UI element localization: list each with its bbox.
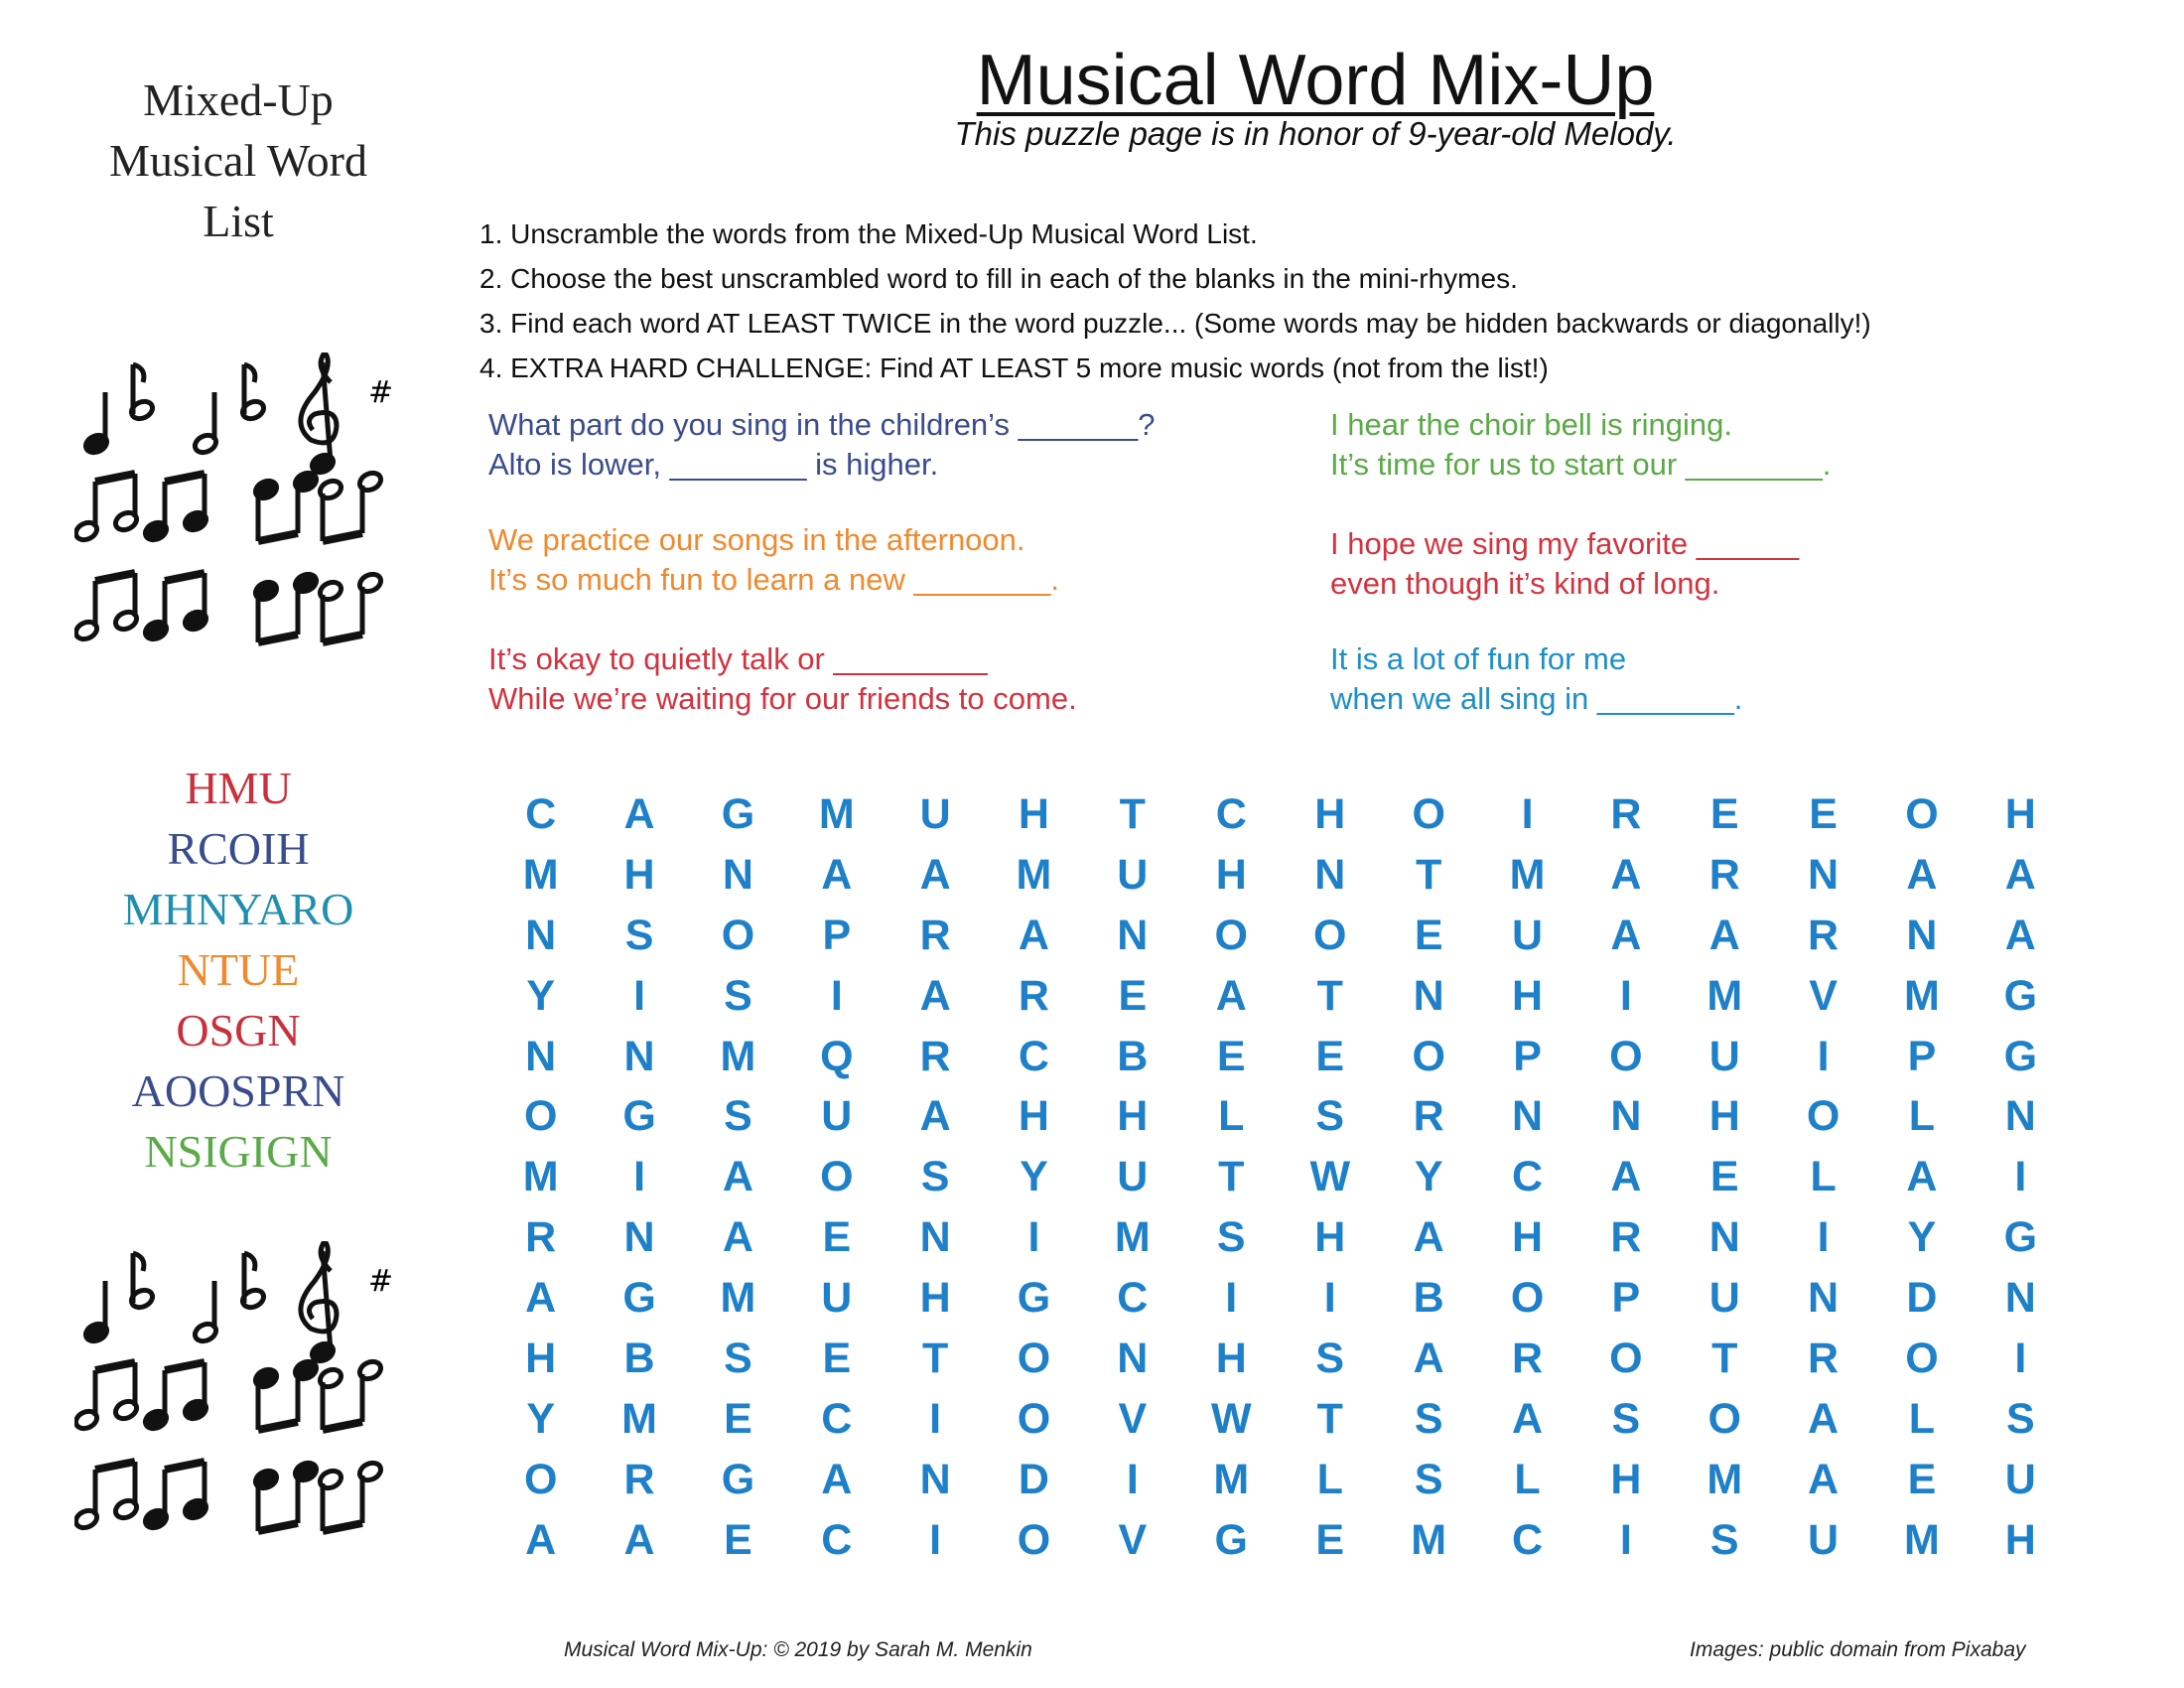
grid-letter[interactable]: O bbox=[523, 1455, 558, 1503]
grid-letter[interactable]: S bbox=[920, 1153, 950, 1201]
grid-letter[interactable]: V bbox=[1809, 971, 1838, 1020]
music-notes-icon bbox=[74, 1241, 412, 1559]
grid-letter[interactable]: A bbox=[1512, 1394, 1544, 1443]
grid-letter[interactable]: C bbox=[1018, 1032, 1049, 1080]
grid-letter[interactable]: N bbox=[1117, 1334, 1149, 1382]
rhyme-line: I hope we sing my favorite ______ bbox=[1330, 526, 1800, 561]
grid-letter[interactable]: Y bbox=[1020, 1153, 1048, 1201]
grid-row bbox=[491, 784, 2070, 845]
grid-letter[interactable]: A bbox=[722, 1213, 753, 1262]
grid-letter[interactable]: T bbox=[1711, 1334, 1738, 1382]
grid-letter[interactable]: T bbox=[921, 1334, 949, 1382]
grid-letter[interactable]: H bbox=[1512, 1213, 1544, 1262]
grid-letter[interactable]: N bbox=[1808, 850, 1840, 899]
grid-letter[interactable]: G bbox=[2003, 1213, 2038, 1262]
grid-letter[interactable]: S bbox=[1315, 1092, 1345, 1141]
grid-letter[interactable]: R bbox=[1808, 911, 1840, 959]
scrambled-word: RCOIH bbox=[167, 823, 310, 874]
grid-letter[interactable]: C bbox=[1117, 1274, 1149, 1323]
grid-letter[interactable]: H bbox=[1314, 789, 1346, 838]
grid-letter[interactable]: N bbox=[1117, 911, 1149, 959]
grid-letter[interactable]: L bbox=[1908, 1092, 1936, 1141]
grid-letter[interactable]: N bbox=[1808, 1274, 1840, 1323]
rhyme-line: While we’re waiting for our friends to come. bbox=[488, 681, 1077, 716]
word-list-heading-line: List bbox=[203, 196, 274, 246]
grid-letter[interactable]: N bbox=[2004, 1274, 2036, 1323]
grid-row bbox=[491, 1389, 2070, 1450]
grid-letter[interactable]: D bbox=[1018, 1455, 1049, 1503]
grid-letter[interactable]: U bbox=[1708, 1032, 1740, 1080]
rhyme-song bbox=[1330, 524, 1799, 604]
grid-letter[interactable]: L bbox=[1316, 1455, 1343, 1503]
grid-letter[interactable]: A bbox=[1413, 1213, 1444, 1262]
grid-letter[interactable]: N bbox=[623, 1213, 655, 1262]
grid-letter[interactable]: B bbox=[1413, 1274, 1444, 1323]
grid-letter[interactable]: L bbox=[1514, 1455, 1541, 1503]
grid-letter[interactable]: P bbox=[1611, 1274, 1641, 1323]
grid-letter[interactable]: C bbox=[821, 1394, 853, 1443]
scrambled-word: MHNYARO bbox=[122, 884, 354, 934]
grid-letter[interactable]: E bbox=[1414, 911, 1443, 959]
grid-letter[interactable]: R bbox=[1512, 1334, 1544, 1382]
grid-letter[interactable]: I bbox=[633, 971, 646, 1020]
grid-letter[interactable]: M bbox=[1114, 1213, 1151, 1262]
instructions-list bbox=[479, 211, 2088, 390]
grid-letter[interactable]: S bbox=[724, 971, 752, 1020]
word-search-grid bbox=[491, 784, 2070, 1569]
word-list-heading-line: Musical Word bbox=[109, 135, 367, 186]
grid-letter[interactable]: M bbox=[1706, 971, 1743, 1020]
scrambled-word: HMU bbox=[185, 763, 292, 813]
grid-letter[interactable]: I bbox=[929, 1515, 942, 1564]
grid-letter[interactable]: A bbox=[1018, 911, 1049, 959]
grid-letter[interactable]: T bbox=[1416, 850, 1442, 899]
grid-letter[interactable]: H bbox=[1610, 1455, 1642, 1503]
grid-letter[interactable]: R bbox=[1018, 971, 1049, 1020]
grid-letter[interactable]: A bbox=[1610, 911, 1642, 959]
instruction-item: 2. Choose the best unscrambled word to fill in each of the blanks in the mini-rhymes. bbox=[479, 263, 1518, 294]
grid-letter[interactable]: N bbox=[919, 1455, 951, 1503]
rhyme-singing bbox=[1330, 405, 1831, 485]
grid-letter[interactable]: O bbox=[523, 1092, 558, 1141]
scrambled-word: OSGN bbox=[176, 1005, 301, 1055]
grid-letter[interactable]: W bbox=[1210, 1394, 1252, 1443]
grid-letter[interactable]: E bbox=[1315, 1032, 1345, 1080]
grid-letter[interactable]: O bbox=[1905, 789, 1939, 838]
grid-letter[interactable]: S bbox=[1414, 1455, 1443, 1503]
grid-letter[interactable]: L bbox=[1218, 1092, 1245, 1141]
grid-letter[interactable]: S bbox=[724, 1334, 752, 1382]
rhyme-line: It’s so much fun to learn a new ________. bbox=[488, 562, 1060, 597]
grid-letter[interactable]: M bbox=[522, 1153, 559, 1201]
grid-letter[interactable]: H bbox=[525, 1334, 557, 1382]
grid-letter[interactable]: I bbox=[1521, 789, 1534, 838]
music-notes-icon bbox=[74, 352, 412, 670]
grid-letter[interactable]: O bbox=[1017, 1334, 1051, 1382]
grid-letter[interactable]: M bbox=[1509, 850, 1546, 899]
scrambled-word: NTUE bbox=[177, 944, 300, 995]
grid-letter[interactable]: I bbox=[2014, 1153, 2027, 1201]
image-credit: Images: public domain from Pixabay bbox=[1690, 1638, 2026, 1661]
grid-letter[interactable]: A bbox=[2004, 850, 2036, 899]
grid-letter[interactable]: O bbox=[1214, 911, 1248, 959]
grid-letter[interactable]: A bbox=[722, 1153, 753, 1201]
sharp-symbol-text: # bbox=[368, 375, 394, 410]
rhyme-line: We practice our songs in the afternoon. bbox=[488, 522, 1025, 557]
grid-letter[interactable]: U bbox=[1708, 1274, 1740, 1323]
grid-letter[interactable]: O bbox=[1412, 1032, 1445, 1080]
grid-letter[interactable]: A bbox=[919, 850, 951, 899]
grid-letter[interactable]: G bbox=[622, 1092, 656, 1141]
word-list-heading-line: Mixed-Up bbox=[143, 74, 334, 125]
grid-letter[interactable]: N bbox=[1314, 850, 1346, 899]
grid-letter[interactable]: R bbox=[919, 1032, 951, 1080]
grid-letter[interactable]: L bbox=[1908, 1394, 1936, 1443]
grid-letter[interactable]: A bbox=[1708, 911, 1740, 959]
grid-letter[interactable]: M bbox=[720, 1032, 756, 1080]
grid-letter[interactable]: O bbox=[1017, 1394, 1051, 1443]
grid-letter[interactable]: E bbox=[724, 1515, 752, 1564]
grid-letter[interactable]: U bbox=[821, 1092, 853, 1141]
grid-letter[interactable]: Q bbox=[820, 1032, 854, 1080]
grid-letter[interactable]: S bbox=[624, 911, 654, 959]
grid-letter[interactable]: E bbox=[1709, 789, 1739, 838]
grid-letter[interactable]: E bbox=[1216, 1032, 1246, 1080]
grid-letter[interactable]: P bbox=[1907, 1032, 1937, 1080]
rhyme-harmony bbox=[1330, 639, 1742, 719]
grid-letter[interactable]: N bbox=[2004, 1092, 2036, 1141]
grid-letter[interactable]: O bbox=[721, 911, 755, 959]
grid-letter[interactable]: H bbox=[1018, 1092, 1049, 1141]
grid-letter[interactable]: I bbox=[1817, 1213, 1830, 1262]
grid-letter[interactable]: T bbox=[1316, 971, 1343, 1020]
grid-letter[interactable]: A bbox=[821, 1455, 853, 1503]
grid-letter[interactable]: O bbox=[1806, 1092, 1841, 1141]
grid-letter[interactable]: R bbox=[919, 911, 951, 959]
grid-letter[interactable]: N bbox=[1906, 911, 1938, 959]
grid-letter[interactable]: H bbox=[623, 850, 655, 899]
grid-letter[interactable]: N bbox=[525, 911, 557, 959]
grid-letter[interactable]: M bbox=[1706, 1455, 1743, 1503]
grid-letter[interactable]: U bbox=[1512, 911, 1544, 959]
grid-letter[interactable]: C bbox=[1215, 789, 1247, 838]
grid-letter[interactable]: H bbox=[2004, 789, 2036, 838]
music-notes-illustration-top bbox=[74, 352, 412, 670]
grid-letter[interactable]: R bbox=[623, 1455, 655, 1503]
grid-letter[interactable]: I bbox=[1126, 1455, 1139, 1503]
grid-letter[interactable]: R bbox=[1610, 789, 1642, 838]
rhyme-tune bbox=[488, 520, 1059, 600]
grid-letter[interactable]: M bbox=[720, 1274, 756, 1323]
rhyme-line: It’s time for us to start our ________. bbox=[1330, 447, 1832, 482]
grid-letter[interactable]: A bbox=[1610, 850, 1642, 899]
grid-letter[interactable]: A bbox=[525, 1274, 557, 1323]
page-subtitle: This puzzle page is in honor of 9-year-old Melody. bbox=[954, 115, 1677, 152]
music-notes-illustration-bottom bbox=[74, 1241, 412, 1559]
grid-letter[interactable]: A bbox=[1215, 971, 1247, 1020]
grid-letter[interactable]: I bbox=[1323, 1274, 1336, 1323]
grid-letter[interactable]: O bbox=[1313, 911, 1347, 959]
grid-letter[interactable]: A bbox=[1906, 850, 1938, 899]
grid-letter[interactable]: G bbox=[1214, 1515, 1248, 1564]
grid-letter[interactable]: R bbox=[1708, 850, 1740, 899]
grid-letter[interactable]: S bbox=[724, 1092, 752, 1141]
grid-letter[interactable]: R bbox=[1610, 1213, 1642, 1262]
grid-letter[interactable]: H bbox=[1018, 789, 1049, 838]
grid-letter[interactable]: E bbox=[1118, 971, 1148, 1020]
grid-letter[interactable]: P bbox=[1513, 1032, 1542, 1080]
grid-letter[interactable]: I bbox=[1619, 1515, 1632, 1564]
grid-letter[interactable]: D bbox=[1906, 1274, 1938, 1323]
grid-letter[interactable]: I bbox=[830, 971, 843, 1020]
grid-letter[interactable]: U bbox=[821, 1274, 853, 1323]
grid-letter[interactable]: A bbox=[1906, 1153, 1938, 1201]
grid-letter[interactable]: I bbox=[1619, 971, 1632, 1020]
grid-letter[interactable]: N bbox=[623, 1032, 655, 1080]
grid-letter[interactable]: H bbox=[1117, 1092, 1149, 1141]
grid-letter[interactable]: I bbox=[633, 1153, 646, 1201]
grid-letter[interactable]: N bbox=[722, 850, 753, 899]
grid-row bbox=[491, 1086, 2070, 1147]
grid-row bbox=[491, 966, 2070, 1027]
scrambled-word: NSIGIGN bbox=[144, 1126, 333, 1177]
word-list-heading bbox=[60, 70, 417, 251]
grid-letter[interactable]: H bbox=[1215, 850, 1247, 899]
grid-row bbox=[491, 845, 2070, 906]
grid-letter[interactable]: M bbox=[1904, 971, 1940, 1020]
grid-letter[interactable]: E bbox=[1709, 1153, 1739, 1201]
grid-letter[interactable]: H bbox=[1708, 1092, 1740, 1141]
grid-letter[interactable]: H bbox=[1215, 1334, 1247, 1382]
grid-letter[interactable]: C bbox=[821, 1515, 853, 1564]
grid-letter[interactable]: E bbox=[1315, 1515, 1345, 1564]
grid-letter[interactable]: U bbox=[2004, 1455, 2036, 1503]
rhyme-line: It’s okay to quietly talk or _________ bbox=[488, 641, 988, 676]
grid-letter[interactable]: A bbox=[919, 971, 951, 1020]
grid-letter[interactable]: O bbox=[1905, 1334, 1939, 1382]
grid-letter[interactable]: R bbox=[1808, 1334, 1840, 1382]
grid-letter[interactable]: I bbox=[929, 1394, 942, 1443]
grid-letter[interactable]: G bbox=[2003, 971, 2038, 1020]
grid-letter[interactable]: W bbox=[1309, 1153, 1351, 1201]
grid-letter[interactable]: C bbox=[1512, 1515, 1544, 1564]
grid-row bbox=[491, 1147, 2070, 1207]
grid-letter[interactable]: M bbox=[1411, 1515, 1447, 1564]
grid-row bbox=[491, 1510, 2070, 1571]
grid-letter[interactable]: N bbox=[919, 1213, 951, 1262]
grid-letter[interactable]: H bbox=[1314, 1213, 1346, 1262]
grid-letter[interactable]: C bbox=[1512, 1153, 1544, 1201]
page-title: Musical Word Mix-Up bbox=[976, 41, 1655, 120]
grid-letter[interactable]: O bbox=[1609, 1334, 1643, 1382]
sharp-symbol-text: # bbox=[368, 1264, 394, 1299]
grid-letter[interactable]: O bbox=[1412, 789, 1445, 838]
grid-letter[interactable]: A bbox=[623, 1515, 655, 1564]
rhyme-hum bbox=[488, 639, 1077, 719]
grid-letter[interactable]: I bbox=[1225, 1274, 1238, 1323]
grid-letter[interactable]: O bbox=[1707, 1394, 1741, 1443]
grid-letter[interactable]: C bbox=[525, 789, 557, 838]
instruction-item: 4. EXTRA HARD CHALLENGE: Find AT LEAST 5 more music words (not from the list!) bbox=[479, 352, 1549, 383]
grid-letter[interactable]: B bbox=[1117, 1032, 1149, 1080]
grid-letter[interactable]: T bbox=[1218, 1153, 1245, 1201]
rhyme-line: even though it’s kind of long. bbox=[1330, 566, 1720, 601]
grid-row bbox=[491, 1268, 2070, 1329]
grid-letter[interactable]: M bbox=[522, 850, 559, 899]
grid-letter[interactable]: G bbox=[1017, 1274, 1051, 1323]
scrambled-word-list bbox=[40, 758, 437, 1182]
copyright-credit: Musical Word Mix-Up: © 2019 by Sarah M. Menkin bbox=[564, 1638, 1032, 1661]
rhyme-line: Alto is lower, ________ is higher. bbox=[488, 447, 939, 482]
rhyme-line: I hear the choir bell is ringing. bbox=[1330, 407, 1732, 442]
grid-letter[interactable]: R bbox=[525, 1213, 557, 1262]
grid-letter[interactable]: G bbox=[721, 1455, 755, 1503]
grid-letter[interactable]: T bbox=[1316, 1394, 1343, 1443]
grid-letter[interactable]: E bbox=[1809, 789, 1838, 838]
grid-letter[interactable]: A bbox=[525, 1515, 557, 1564]
grid-letter[interactable]: S bbox=[1216, 1213, 1246, 1262]
rhyme-choir bbox=[488, 405, 1156, 485]
grid-row bbox=[491, 1207, 2070, 1268]
grid-letter[interactable]: I bbox=[1817, 1032, 1830, 1080]
grid-letter[interactable]: M bbox=[818, 789, 855, 838]
grid-letter[interactable]: M bbox=[1904, 1515, 1940, 1564]
grid-row bbox=[491, 1450, 2070, 1510]
rhyme-line: when we all sing in ________. bbox=[1330, 681, 1743, 716]
instruction-item: 1. Unscramble the words from the Mixed-Up Musical Word List. bbox=[479, 218, 1258, 249]
grid-letter[interactable]: U bbox=[919, 789, 951, 838]
grid-row bbox=[491, 1027, 2070, 1087]
grid-letter[interactable]: A bbox=[1413, 1334, 1444, 1382]
grid-letter[interactable]: V bbox=[1118, 1394, 1148, 1443]
grid-letter[interactable]: H bbox=[1512, 971, 1544, 1020]
grid-letter[interactable]: S bbox=[1611, 1394, 1641, 1443]
grid-letter[interactable]: S bbox=[1709, 1515, 1739, 1564]
grid-letter[interactable]: M bbox=[1213, 1455, 1250, 1503]
grid-letter[interactable]: Y bbox=[1907, 1213, 1937, 1262]
grid-row bbox=[491, 906, 2070, 966]
grid-letter[interactable]: O bbox=[1017, 1515, 1051, 1564]
grid-letter[interactable]: N bbox=[525, 1032, 557, 1080]
grid-letter[interactable]: Y bbox=[1414, 1153, 1443, 1201]
grid-letter[interactable]: A bbox=[1610, 1153, 1642, 1201]
grid-letter[interactable]: E bbox=[822, 1334, 852, 1382]
grid-letter[interactable]: O bbox=[1510, 1274, 1545, 1323]
grid-letter[interactable]: N bbox=[1610, 1092, 1642, 1141]
grid-letter[interactable]: U bbox=[1808, 1515, 1840, 1564]
grid-letter[interactable]: L bbox=[1810, 1153, 1837, 1201]
grid-letter[interactable]: O bbox=[820, 1153, 854, 1201]
grid-letter[interactable]: I bbox=[1027, 1213, 1040, 1262]
grid-letter[interactable]: T bbox=[1119, 789, 1146, 838]
grid-letter[interactable]: N bbox=[1413, 971, 1444, 1020]
grid-letter[interactable]: S bbox=[1315, 1334, 1345, 1382]
grid-letter[interactable]: B bbox=[623, 1334, 655, 1382]
grid-letter[interactable]: O bbox=[1609, 1032, 1643, 1080]
grid-letter[interactable]: E bbox=[724, 1394, 752, 1443]
grid-letter[interactable]: Y bbox=[526, 1394, 556, 1443]
grid-letter[interactable]: M bbox=[1016, 850, 1052, 899]
grid-letter[interactable]: G bbox=[622, 1274, 656, 1323]
grid-letter[interactable]: U bbox=[1117, 850, 1149, 899]
grid-letter[interactable]: I bbox=[2014, 1334, 2027, 1382]
grid-letter[interactable]: A bbox=[919, 1092, 951, 1141]
grid-letter[interactable]: A bbox=[821, 850, 853, 899]
grid-row bbox=[491, 1329, 2070, 1389]
grid-letter[interactable]: A bbox=[1808, 1455, 1840, 1503]
grid-letter[interactable]: A bbox=[2004, 911, 2036, 959]
grid-letter[interactable]: R bbox=[1413, 1092, 1444, 1141]
grid-letter[interactable]: S bbox=[1414, 1394, 1443, 1443]
grid-letter[interactable]: G bbox=[2003, 1032, 2038, 1080]
grid-letter[interactable]: S bbox=[2005, 1394, 2035, 1443]
grid-letter[interactable]: E bbox=[822, 1213, 852, 1262]
grid-letter[interactable]: A bbox=[1808, 1394, 1840, 1443]
grid-letter[interactable]: A bbox=[623, 789, 655, 838]
instruction-item: 3. Find each word AT LEAST TWICE in the word puzzle... (Some words may be hidden backwards or diagonally!) bbox=[479, 308, 1871, 339]
rhyme-line: It is a lot of fun for me bbox=[1330, 641, 1627, 676]
grid-letter[interactable]: V bbox=[1118, 1515, 1148, 1564]
grid-letter[interactable]: P bbox=[822, 911, 852, 959]
grid-letter[interactable]: U bbox=[1117, 1153, 1149, 1201]
scrambled-word: AOOSPRN bbox=[131, 1065, 345, 1116]
grid-letter[interactable]: N bbox=[1708, 1213, 1740, 1262]
grid-letter[interactable]: Y bbox=[526, 971, 556, 1020]
grid-letter[interactable]: H bbox=[2004, 1515, 2036, 1564]
grid-letter[interactable]: E bbox=[1907, 1455, 1937, 1503]
rhyme-line: What part do you sing in the children’s _______? bbox=[488, 407, 1156, 442]
grid-letter[interactable]: G bbox=[721, 789, 755, 838]
grid-letter[interactable]: N bbox=[1512, 1092, 1544, 1141]
grid-letter[interactable]: H bbox=[919, 1274, 951, 1323]
grid-letter[interactable]: M bbox=[621, 1394, 657, 1443]
